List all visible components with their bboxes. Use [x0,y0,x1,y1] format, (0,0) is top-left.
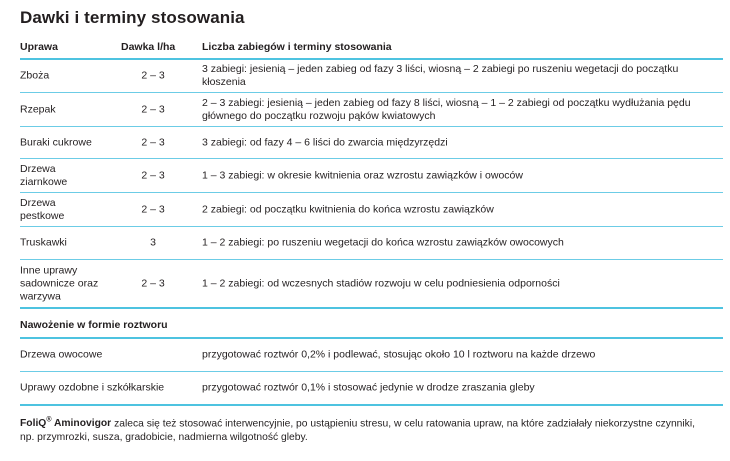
row-terms: 1 – 2 zabiegi: od wczesnych stadiów rozwoju w celu podniesienia odporności [202,277,560,289]
row-crop: Zboża [20,69,50,82]
table-row [20,193,723,226]
row-terms: 2 – 3 zabiegi: jesienią – jeden zabieg od fazy 8 liści, wiosną – 1 – 2 zabiegi od początku wydłużania pędu głównego do początku rozwoju pąków kwiatowych [202,96,691,122]
row-terms: 3 zabiegi: jesienią – jeden zabieg od fazy 3 liści, wiosną – 2 zabiegi po ruszeniu wegetacji do początku kłoszenia [202,63,679,88]
section-heading: Nawożenie w formie roztworu [20,319,168,331]
header-terms: Liczba zabiegów i terminy stosowania [202,41,392,53]
header-crop: Uprawa [20,41,58,53]
row-dose: 2 – 3 [141,136,165,148]
row-dose: 2 – 3 [141,169,165,181]
table-bottom-rule [20,307,723,309]
row-dose: 2 – 3 [141,203,165,215]
row-terms: przygotować roztwór 0,1% i stosować jedynie w drodze zraszania gleby [202,381,535,394]
row-terms: 2 zabiegi: od początku kwitnienia do końca wzrostu zawiązków [202,203,494,215]
table-row [20,260,723,307]
row-crop: Inne uprawy sadownicze oraz warzywa [20,264,99,302]
row-crop: Uprawy ozdobne i szkółkarskie [20,381,165,394]
row-terms: 1 – 2 zabiegi: po ruszeniu wegetacji do końca wzrostu zawiązków owocowych [202,236,564,249]
row-terms: 1 – 3 zabiegi: w okresie kwitnienia oraz wzrostu zawiązków i owoców [202,169,523,181]
fertilization-row [20,372,723,404]
row-terms: 3 zabiegi: od fazy 4 – 6 liści do zwarcia międzyrzędzi [202,136,448,148]
row-crop: Drzewa owocowe [20,348,103,361]
row-crop: Drzewa ziarnkowe [20,162,68,188]
row-dose: 2 – 3 [141,277,165,289]
row-crop: Rzepak [20,103,56,115]
row-crop: Truskawki [20,236,67,249]
row-dose: 3 [150,236,156,249]
brand-name: FoliQ® Aminovigor [20,417,112,430]
table-row [20,93,723,126]
fertilization-row [20,339,723,371]
footnote-text: zaleca się też stosować interwencyjnie, po ustąpieniu stresu, w celu ratowania upraw, na które zadziałały niekorzystne czynniki, np. przymrozki, susza, gradobicie, nadmierna wilgotność gleby. [20,418,695,444]
row-crop: Buraki cukrowe [20,136,92,148]
fertilization-bottom-rule [20,404,723,406]
table-row [20,159,723,192]
row-dose: 2 – 3 [141,103,165,115]
table-row [20,127,723,158]
table-row [20,227,723,259]
table-header [20,40,723,58]
page-title: Dawki i terminy stosowania [20,8,245,27]
header-dose: Dawka l/ha [121,41,176,53]
table-row [20,60,723,92]
row-crop: Drzewa pestkowe [20,196,65,222]
footnote [20,414,710,445]
row-dose: 2 – 3 [141,69,165,82]
row-terms: przygotować roztwór 0,2% i podlewać, stosując około 10 l roztworu na każde drzewo [202,348,596,361]
